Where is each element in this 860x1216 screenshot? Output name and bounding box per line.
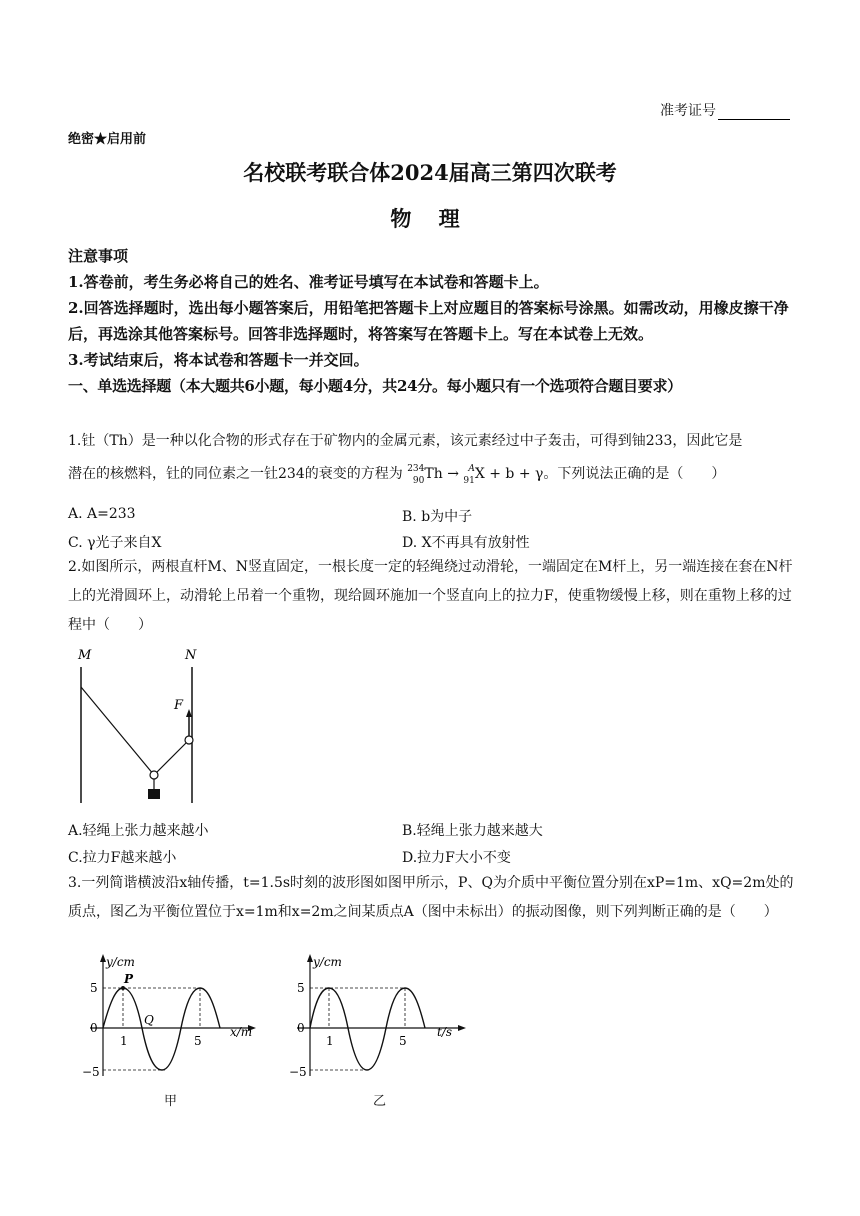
y-tick-neg5: −5 [82,1065,100,1079]
q1-x-mass: A [468,464,475,474]
point-p [121,986,125,990]
q2-option-d: D.拉力F大小不变 [402,850,511,866]
exam-id-label: 准考证号 [660,103,716,119]
question-1 [68,427,798,492]
x-tick-5: 5 [194,1034,202,1048]
q1-th-mass: 234 [407,464,425,474]
rod-m-label: M [78,648,92,663]
y-axis-label: y/cm [106,955,135,969]
exam-subject: 物 理 [390,206,470,231]
exam-id-field [660,100,790,120]
q2-option-c: C.拉力F越来越小 [68,850,177,866]
q1-arrow: → [447,466,459,482]
q1-th-charge: 90 [412,476,425,486]
confidential-label: 绝密★启用前 [68,132,147,147]
q1-text-line2 [68,456,798,492]
vibration-curve [310,988,425,1070]
wave-graph-jia [70,952,270,1082]
y-tick-5: 5 [90,981,98,995]
q1-eq-products: X + b + γ [474,466,544,482]
notice-item-2: 2.回答选择题时，选出每小题答案后，用铅笔把答题卡上对应题目的答案标号涂黑。如需改动，用橡皮擦干净后，再选涂其他答案标号。回答非选择题时，将答案写在答题卡上。写在本试卷上无效。 [68,299,789,343]
t-axis-arrowhead [458,1025,466,1031]
x-axis-label: x/m [230,1025,253,1039]
waveform-curve [103,988,220,1070]
notice-heading: 注意事项 [68,247,129,265]
smooth-ring [185,736,193,744]
y-tick-0: 0 [297,1021,305,1035]
vibration-graph-yi [285,952,485,1082]
q1-th-nuclide-indices [407,462,424,486]
notice-item-1: 1.答卷前，考生务必将自己的姓名、准考证号填写在本试卷和答题卡上。 [68,273,549,291]
point-p-label: P [124,972,134,986]
y-tick-neg5: −5 [289,1065,307,1079]
force-f-label: F [174,698,184,713]
q1-th-symbol: Th [424,466,443,482]
figure-jia-caption: 甲 [164,1094,178,1109]
t-axis-label: t/s [437,1025,453,1039]
section-heading: 一、单选选择题（本大题共6小题，每小题4分，共24分。每小题只有一个选项符合题目要求） [68,377,682,395]
question-2: 2.如图所示，两根直杆M、N竖直固定，一根长度一定的轻绳绕过动滑轮，一端固定在M杆上，另一端连接在套在N杆上的光滑圆环上，动滑轮上吊着一个重物，现给圆环施加一个竖直向上的拉力F，使重物缓慢上移，则在重物上移的过程中（ ） [68,559,793,633]
q1-x-charge: 91 [463,476,475,486]
x-tick-1: 1 [120,1034,128,1048]
light-rope [81,687,189,775]
t-tick-1: 1 [326,1034,334,1048]
notice-item-3: 3.考试结束后，将本试卷和答题卡一并交回。 [68,351,369,369]
question-3: 3.一列简谐横波沿x轴传播，t=1.5s时刻的波形图如图甲所示，P、Q为介质中平衡位置分别在xP=1m、xQ=2m处的质点，图乙为平衡位置位于x=1m和x=2m之间某质点A（图中未标出）的振动图像，则下列判断正确的是（ ） [68,875,794,920]
q1-x-nuclide-indices [463,462,474,486]
q2-option-b: B.轻绳上张力越来越大 [402,823,543,839]
y-tick-5: 5 [297,981,305,995]
exam-title: 名校联考联合体2024届高三第四次联考 [243,160,617,185]
movable-pulley [150,771,158,779]
point-q-label: Q [144,1013,154,1027]
q1-option-a: A. A=233 [68,506,136,522]
weight-block [148,789,160,799]
y-tick-0: 0 [90,1021,98,1035]
y-axis-label: y/cm [313,955,342,969]
t-tick-5: 5 [399,1034,407,1048]
pulley-diagram [70,645,210,805]
q1-option-d: D. X不再具有放射性 [402,535,530,551]
q2-option-a: A.轻绳上张力越来越小 [68,823,209,839]
q1-option-b: B. b为中子 [402,509,473,525]
q1-text-line1: 1.钍（Th）是一种以化合物的形式存在于矿物内的金属元素，该元素经过中子轰击，可得到铀233，因此它是 [68,433,743,449]
force-f-arrowhead [186,709,192,717]
figure-yi-caption: 乙 [373,1094,387,1109]
exam-id-blank [718,105,790,120]
rod-n-label: N [185,648,197,663]
notice-block [68,243,794,399]
q1-option-c: C. γ光子来自X [68,535,162,551]
q1-text-tail: 。下列说法正确的是（ ） [543,466,726,482]
q1-text-lead: 潜在的核燃料，钍的同位素之一钍234的衰变的方程为 [68,466,403,482]
